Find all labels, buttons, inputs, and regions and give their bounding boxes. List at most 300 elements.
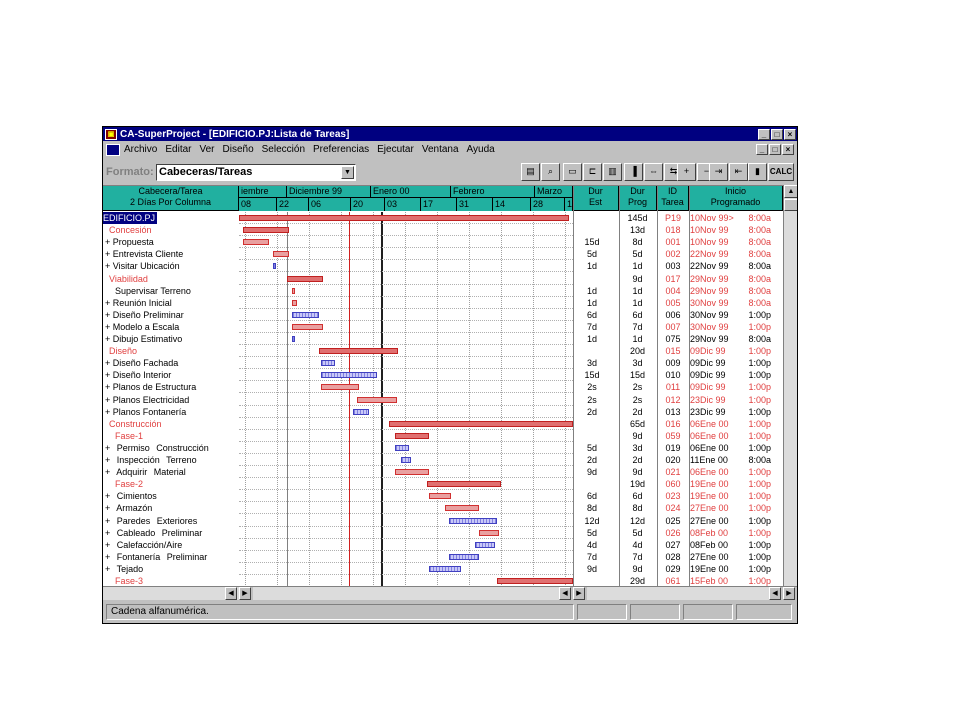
duration-est: 5d <box>586 249 597 260</box>
arrows-right-icon[interactable]: ⇥ <box>709 163 728 181</box>
table-row[interactable] <box>103 260 783 272</box>
duration-est: 15d <box>584 237 600 248</box>
arrows-left-icon[interactable]: ⇤ <box>729 163 748 181</box>
month-header: Febrero <box>451 186 535 198</box>
task-id: 004 <box>665 285 681 296</box>
app-icon[interactable]: ▣ <box>105 129 117 140</box>
task-name[interactable]: Fase-2 <box>115 479 144 490</box>
start-date: 10Nov 99 <box>690 225 729 236</box>
start-date: 19Ene 00 <box>690 479 729 490</box>
scroll-left-icon[interactable]: ◀ <box>769 587 781 600</box>
table-row[interactable] <box>103 297 783 309</box>
task-name[interactable]: + Reunión Inicial <box>105 297 172 308</box>
header-dur-prog[interactable] <box>619 186 657 211</box>
scroll-right-icon[interactable]: ▶ <box>573 587 585 600</box>
header-inicio[interactable] <box>689 186 783 211</box>
duration-prog: 1d <box>632 285 643 296</box>
duration-est: 1d <box>586 285 597 296</box>
task-name[interactable]: Concesión <box>109 225 152 236</box>
start-time: 8:00a <box>748 455 771 465</box>
duration-prog: 1d <box>632 261 643 272</box>
start-date: 11Ene 00 <box>690 455 728 465</box>
task-id: 061 <box>665 576 681 586</box>
start-time: 8:00a <box>748 213 771 223</box>
header-inicio-1: Inicio <box>724 186 746 196</box>
duration-prog: 12d <box>629 515 646 526</box>
duration-prog: 145d <box>627 213 648 223</box>
start-date: 30Nov 99 <box>690 309 729 320</box>
minimize-button[interactable]: _ <box>758 129 770 140</box>
duration-est: 6d <box>586 309 597 320</box>
task-grid <box>103 185 783 586</box>
task-id: 024 <box>665 503 681 514</box>
format-label: Formato: <box>106 166 154 178</box>
duration-prog: 7d <box>632 321 643 332</box>
duration-est: 7d <box>586 551 597 562</box>
column-divider <box>573 186 574 586</box>
start-date: 29Nov 99 <box>690 285 729 296</box>
header-name-title: Cabecera/Tarea <box>138 186 203 196</box>
task-name[interactable]: + Entrevista Cliente <box>105 249 184 260</box>
chevron-down-icon[interactable]: ▼ <box>341 166 354 179</box>
expand-icon[interactable]: ⇔ <box>644 163 663 181</box>
task-id: 023 <box>665 491 681 502</box>
header-dur-prog-2: Prog <box>627 197 647 207</box>
start-time: 8:00a <box>748 249 771 260</box>
start-time: 1:00p <box>748 551 771 562</box>
table-row[interactable] <box>103 212 783 224</box>
columns-hscroll[interactable] <box>587 587 769 600</box>
duration-prog: 2s <box>632 394 643 405</box>
duration-prog: 3d <box>632 358 643 369</box>
table-row[interactable] <box>103 248 783 260</box>
start-time: 1:00p <box>748 309 771 320</box>
table-row[interactable] <box>103 551 783 563</box>
task-name[interactable]: + Planos Fontanería <box>105 406 187 417</box>
start-date: 30Nov 99 <box>690 321 729 332</box>
task-id: 021 <box>665 467 681 478</box>
duration-est: 7d <box>586 321 597 332</box>
column-divider <box>689 186 690 586</box>
task-name[interactable]: + Tejado <box>105 563 144 574</box>
duration-prog: 4d <box>632 539 643 550</box>
task-name[interactable]: + Adquirir Material <box>105 467 186 478</box>
menu-ayuda[interactable]: Ayuda <box>466 144 495 155</box>
month-header: iembre <box>239 186 287 198</box>
task-id: 003 <box>665 261 681 272</box>
duration-prog: 6d <box>632 309 643 320</box>
task-name[interactable]: + Paredes Exteriores <box>105 515 198 526</box>
scroll-left-icon[interactable]: ◀ <box>559 587 571 600</box>
table-row[interactable] <box>103 563 783 575</box>
start-time: 1:00p <box>748 370 771 381</box>
duration-prog: 2s <box>632 382 643 393</box>
start-date: 09Dic 99 <box>690 346 726 357</box>
duration-prog: 8d <box>632 503 643 514</box>
start-date: 19Ene 00 <box>690 491 729 502</box>
task-id: P19 <box>664 213 681 223</box>
start-time: 1:00p <box>748 563 771 574</box>
duration-prog: 8d <box>632 237 643 248</box>
month-header: Diciembre 99 <box>287 186 371 198</box>
calc-button[interactable]: CALC <box>768 163 794 181</box>
zoom-icon[interactable]: ⌕ <box>541 163 560 181</box>
start-time: 1:00p <box>748 515 771 526</box>
menu-ventana[interactable]: Ventana <box>421 144 459 155</box>
table-row[interactable] <box>103 575 783 586</box>
day-header: 14 <box>493 198 531 211</box>
task-id: 010 <box>665 370 681 381</box>
task-name[interactable]: + Diseño Interior <box>105 370 172 381</box>
menu-preferencias[interactable]: Preferencias <box>313 144 370 155</box>
task-id: 059 <box>665 430 681 441</box>
task-id: 017 <box>665 273 681 284</box>
task-name[interactable]: + Propuesta <box>105 237 154 248</box>
start-time: 1:00p <box>748 527 771 538</box>
duration-prog: 5d <box>632 527 643 538</box>
column-divider <box>657 186 658 586</box>
duration-est: 2s <box>587 382 597 393</box>
start-time: 1:00p <box>748 394 771 405</box>
start-date: 15Feb 00 <box>690 576 729 586</box>
start-date: 09Dic 99 <box>690 358 726 369</box>
task-name[interactable]: + Planos de Estructura <box>105 382 197 393</box>
table-row[interactable] <box>103 345 783 357</box>
start-date: 10Nov 99 <box>690 237 729 248</box>
start-time: 1:00p <box>748 539 771 550</box>
task-id: 001 <box>665 237 681 248</box>
scroll-left-icon[interactable]: ◀ <box>225 587 237 600</box>
task-id: 011 <box>665 382 681 393</box>
duration-prog: 9d <box>632 273 643 284</box>
table-row[interactable] <box>103 502 783 514</box>
duration-prog: 1d <box>632 334 643 344</box>
table-row[interactable] <box>103 394 783 406</box>
task-name[interactable]: + Armazón <box>105 503 153 514</box>
day-header: 1 <box>567 199 573 209</box>
doc-restore-button[interactable]: □ <box>769 144 781 155</box>
duration-est: 5d <box>586 442 597 453</box>
duration-prog: 2d <box>632 406 643 417</box>
start-date: 23Dic 99 <box>690 406 726 417</box>
start-time: 8:00a <box>748 273 771 284</box>
task-id: 016 <box>665 418 681 429</box>
start-time: 8:00a <box>748 285 771 296</box>
duration-prog: 3d <box>632 442 643 453</box>
start-date: 08Feb 00 <box>690 527 729 538</box>
start-date: 06Ene 00 <box>690 418 729 429</box>
scroll-right-icon[interactable]: ▶ <box>783 587 795 600</box>
duration-est: 2s <box>587 394 597 405</box>
menu-editar[interactable]: Editar <box>165 144 192 155</box>
start-date: 27Ene 00 <box>690 503 729 514</box>
task-name[interactable]: Fase-1 <box>115 430 144 441</box>
start-time: 1:00p <box>748 442 771 453</box>
task-id: 026 <box>665 527 681 538</box>
header-dur-prog-1: Dur <box>630 186 645 196</box>
task-id: 018 <box>665 225 681 236</box>
duration-est: 9d <box>586 563 597 574</box>
table-row[interactable] <box>103 442 783 454</box>
status-text: Cadena alfanumérica. <box>106 604 574 620</box>
histogram-icon[interactable]: ▐ <box>624 163 643 181</box>
start-date: 06Ene 00 <box>690 442 729 453</box>
duration-est: 15d <box>584 370 600 381</box>
table-row[interactable] <box>103 236 783 248</box>
task-name[interactable]: + Modelo a Escala <box>105 321 180 332</box>
duration-est: 2d <box>586 455 597 465</box>
name-hscroll[interactable] <box>103 587 239 600</box>
start-time: 1:00p <box>748 418 771 429</box>
start-time: 1:00p <box>748 382 771 393</box>
table-row[interactable] <box>103 273 783 285</box>
table-row[interactable] <box>103 321 783 333</box>
start-time: 1:00p <box>748 406 771 417</box>
task-id: 015 <box>665 346 681 357</box>
day-header: 17 <box>421 198 457 211</box>
duration-prog: 7d <box>632 551 643 562</box>
scroll-thumb[interactable] <box>784 199 798 211</box>
task-name[interactable]: + Dibujo Estimativo <box>105 334 183 344</box>
task-name[interactable]: + Calefacción/Aire <box>105 539 183 550</box>
task-id: 020 <box>665 455 681 465</box>
task-id: 025 <box>665 515 681 526</box>
day-header: 03 <box>385 198 421 211</box>
document-icon[interactable] <box>106 144 120 156</box>
print-icon[interactable]: ▤ <box>521 163 540 181</box>
duration-est: 12d <box>584 515 600 526</box>
table-row[interactable] <box>103 454 783 466</box>
start-date: 22Nov 99 <box>690 249 729 260</box>
duration-est: 9d <box>586 467 597 478</box>
duration-prog: 9d <box>632 430 643 441</box>
link-icon[interactable]: ⊏ <box>583 163 602 181</box>
task-name[interactable]: + Fontanería Preliminar <box>105 551 208 562</box>
table-row[interactable] <box>103 309 783 321</box>
table-row[interactable] <box>103 430 783 442</box>
start-date: 19Ene 00 <box>690 563 729 574</box>
task-id: 075 <box>665 334 681 344</box>
start-date: 06Ene 00 <box>690 467 729 478</box>
table-row[interactable] <box>103 478 783 490</box>
task-name[interactable]: + Cimientos <box>105 491 157 502</box>
start-time: 8:00a <box>748 297 771 308</box>
start-date: 09Dic 99 <box>690 382 726 393</box>
duration-prog: 2d <box>632 455 643 465</box>
table-row[interactable] <box>103 224 783 236</box>
start-date: 10Nov 99> <box>690 213 734 223</box>
task-name[interactable]: Fase-3 <box>115 576 144 586</box>
start-date: 27Ene 00 <box>690 551 729 562</box>
format-select[interactable] <box>156 164 356 181</box>
task-id: 013 <box>665 406 681 417</box>
table-row[interactable] <box>103 490 783 502</box>
task-id: 027 <box>665 539 681 550</box>
scroll-up-icon[interactable]: ▲ <box>784 185 798 198</box>
start-time: 1:00p <box>748 346 771 357</box>
duration-prog: 9d <box>632 563 643 574</box>
task-name[interactable]: + Diseño Preliminar <box>105 309 184 320</box>
duration-est: 8d <box>586 503 597 514</box>
duration-prog: 9d <box>632 467 643 478</box>
menu-archivo[interactable]: Archivo <box>124 144 158 155</box>
start-date: 08Feb 00 <box>690 539 729 550</box>
status-bar <box>103 601 797 623</box>
table-row[interactable] <box>103 406 783 418</box>
start-time: 1:00p <box>748 576 771 586</box>
task-id: 009 <box>665 358 681 369</box>
task-id: 019 <box>665 442 681 453</box>
task-name[interactable]: Diseño <box>109 346 138 357</box>
collapse-icon[interactable]: ⇆ <box>664 163 683 181</box>
duration-prog: 15d <box>629 370 646 381</box>
table-row[interactable] <box>103 418 783 430</box>
close-button[interactable]: × <box>784 129 796 140</box>
duration-est: 5d <box>586 527 597 538</box>
start-date: 29Nov 99 <box>690 273 729 284</box>
task-id: 007 <box>665 321 681 332</box>
start-time: 1:00p <box>748 503 771 514</box>
duration-prog: 20d <box>629 346 646 357</box>
start-date: 23Dic 99 <box>690 394 726 405</box>
task-name[interactable]: + Visitar Ubicación <box>105 261 180 272</box>
start-date: 27Ene 00 <box>690 515 729 526</box>
header-cabecera[interactable] <box>103 186 239 211</box>
header-id-1: ID <box>668 186 677 196</box>
duration-est: 1d <box>586 261 597 272</box>
day-header: 20 <box>351 198 385 211</box>
column-divider <box>619 186 620 586</box>
duration-prog: 1d <box>632 297 643 308</box>
toolbar <box>103 160 797 184</box>
day-header: 28 <box>531 198 565 211</box>
start-date: 06Ene 00 <box>690 430 729 441</box>
table-row[interactable] <box>103 515 783 527</box>
task-id: 028 <box>665 551 681 562</box>
vertical-scrollbar[interactable] <box>783 185 798 586</box>
plus-icon[interactable]: + <box>677 163 696 181</box>
start-date: 22Nov 99 <box>690 261 729 272</box>
header-dur-est-2: Est <box>588 197 602 207</box>
task-id: 012 <box>665 394 681 405</box>
menu-ejecutar[interactable]: Ejecutar <box>377 144 414 155</box>
duration-est: 2d <box>586 406 597 417</box>
task-id: 029 <box>665 563 681 574</box>
start-date: 30Nov 99 <box>690 297 729 308</box>
menu-seleccion[interactable]: Selección <box>261 144 305 155</box>
start-time: 1:00p <box>748 491 771 502</box>
task-name[interactable]: + Permiso Construcción <box>105 442 209 453</box>
header-dur-est-1: Dur <box>588 186 603 196</box>
duration-est: 6d <box>586 491 597 502</box>
menu-bar <box>103 141 797 158</box>
status-panel <box>577 604 627 620</box>
task-name[interactable]: Construcción <box>109 418 162 429</box>
start-time: 1:00p <box>748 358 771 369</box>
table-row[interactable] <box>103 539 783 551</box>
duration-prog: 29d <box>629 576 646 586</box>
start-time: 1:00p <box>748 467 771 478</box>
start-time: 8:00a <box>748 225 771 236</box>
duration-prog: 5d <box>632 249 643 260</box>
start-time: 1:00p <box>748 321 771 332</box>
table-row[interactable] <box>103 285 783 297</box>
month-header: Enero 00 <box>371 186 451 198</box>
duration-est: 3d <box>586 358 597 369</box>
header-name-scale: 2 Días Por Columna <box>129 197 212 207</box>
table-row[interactable] <box>103 333 783 345</box>
start-time: 8:00a <box>748 261 771 272</box>
title-bar[interactable] <box>103 127 797 141</box>
start-time: 8:00a <box>748 334 771 344</box>
start-date: 29Nov 99 <box>690 334 729 344</box>
duration-prog: 19d <box>629 479 646 490</box>
window-title: CA-SuperProject - [EDIFICIO.PJ:Lista de Tareas] <box>120 128 350 140</box>
table-row[interactable] <box>103 381 783 393</box>
header-dur-est[interactable] <box>573 186 619 211</box>
notes-icon[interactable]: ▥ <box>603 163 622 181</box>
duration-est: 4d <box>586 539 597 550</box>
task-name[interactable]: + Diseño Fachada <box>105 358 179 369</box>
duration-prog: 6d <box>632 491 643 502</box>
task-name[interactable]: EDIFICIO.PJ <box>103 213 156 223</box>
outline-icon[interactable]: ▭ <box>563 163 582 181</box>
task-name[interactable]: + Planos Electricidad <box>105 394 190 405</box>
task-name[interactable]: + Inspección Terreno <box>105 455 197 465</box>
duration-est: 1d <box>586 297 597 308</box>
task-name[interactable]: Viabilidad <box>109 273 148 284</box>
task-name[interactable]: Supervisar Terreno <box>115 285 191 296</box>
day-header: 06 <box>309 198 351 211</box>
bar-icon[interactable]: ▮ <box>748 163 767 181</box>
duration-est: 1d <box>586 334 597 344</box>
task-id: 006 <box>665 309 681 320</box>
header-id-2: Tarea <box>661 197 684 207</box>
task-name[interactable]: + Cableado Preliminar <box>105 527 203 538</box>
doc-minimize-button[interactable]: _ <box>756 144 768 155</box>
table-row[interactable] <box>103 466 783 478</box>
task-id: 002 <box>665 249 681 260</box>
status-panel <box>630 604 680 620</box>
task-id: 005 <box>665 297 681 308</box>
table-row[interactable] <box>103 369 783 381</box>
day-header: 22 <box>277 198 309 211</box>
month-header: Marzo <box>535 186 573 198</box>
task-id: 060 <box>665 479 681 490</box>
status-panel <box>736 604 792 620</box>
day-header: 08 <box>239 198 277 211</box>
table-row[interactable] <box>103 527 783 539</box>
start-time: 8:00a <box>748 237 771 248</box>
header-id[interactable] <box>657 186 689 211</box>
start-time: 1:00p <box>748 479 771 490</box>
scroll-right-icon[interactable]: ▶ <box>239 587 251 600</box>
start-time: 1:00p <box>748 430 771 441</box>
menu-ver[interactable]: Ver <box>199 144 215 155</box>
app-window <box>102 126 798 624</box>
format-value: Cabeceras/Tareas <box>159 166 253 178</box>
gantt-hscroll[interactable] <box>253 587 559 600</box>
horizontal-scrollbars <box>103 586 797 599</box>
doc-close-button[interactable]: × <box>782 144 794 155</box>
start-date: 09Dic 99 <box>690 370 726 381</box>
day-header: 31 <box>457 198 493 211</box>
menu-diseno[interactable]: Diseño <box>222 144 254 155</box>
duration-prog: 65d <box>629 418 646 429</box>
maximize-button[interactable]: □ <box>771 129 783 140</box>
minus-icon[interactable]: − <box>697 163 716 181</box>
table-row[interactable] <box>103 357 783 369</box>
